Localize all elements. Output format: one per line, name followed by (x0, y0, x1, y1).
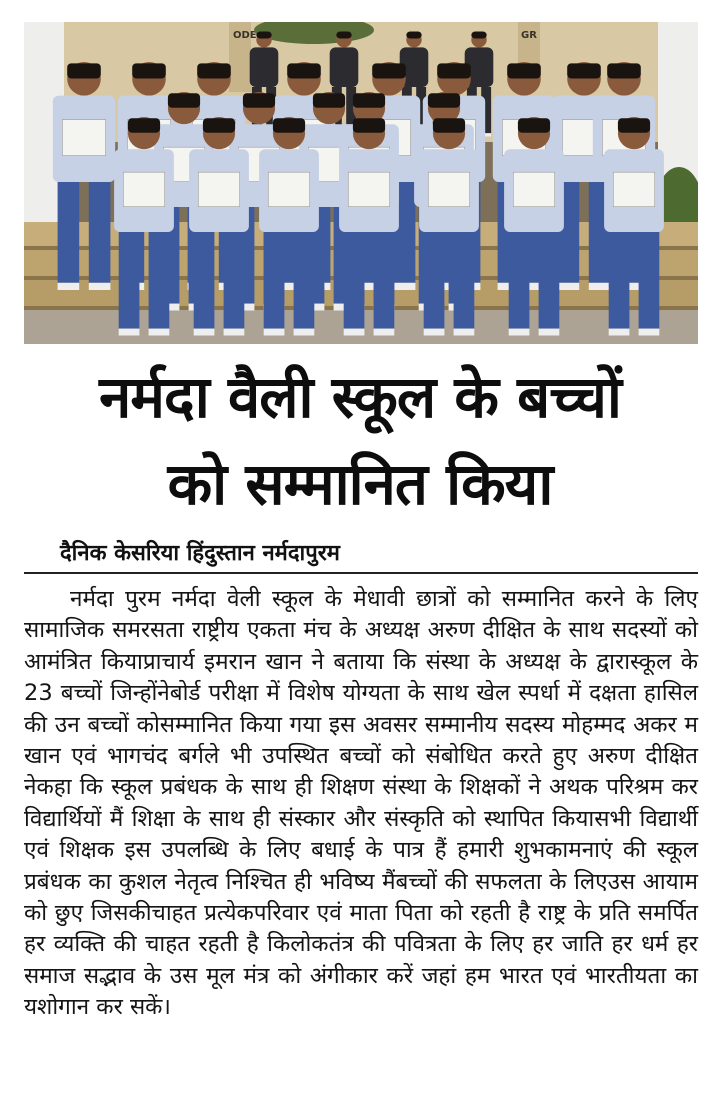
byline: दैनिक केसरिया हिंदुस्तान नर्मदापुरम (60, 541, 340, 566)
article-body: नर्मदा पुरम नर्मदा वेली स्कूल के मेधावी छात्रों को सम्मानित करने के लिए सामाजिक समरसता राष्ट्रीय एकता मंच के अध्यक्ष अरुण दीक्षित के साथ सदस्यों को आमंत्रित कियाप्राचार्य इमरान खान ने बताया कि संस्था के अध्यक्ष के द्वारास्कूल के 23 बच्चों जिन्होंनेबोर्ड परीक्षा में विशेष योग्यता के साथ खेल स्पर्धा में दक्षता हासिल की उन बच्चों कोसम्मानित किया गया इस अवसर सम्मानीय सदस्य मोहम्मद अकर म खान एवं भागचंद बर्गले भी उपस्थित बच्चों को संबोधित करते हुए अरुण दीक्षित नेकहा कि स्कूल प्रबंधक के साथ ही शिक्षण संस्था के शिक्षकों ने अथक परिश्रम कर विद्यार्थियों मैं शिक्षा के साथ ही संस्कार और संस्कृति को स्थापित कियासभी विद्यार्थी एवं शिक्षक इस उपलब्धि के लिए बधाई के पात्र हैं हमारी शुभकामनाएं की स्कूल प्रबंधक का कुशल नेतृत्व निश्चित ही भविष्य मैंबच्चों की सफलता के लिएउस आयाम को छुए जिसकीचाहत प्रत्येकपरिवार एवं माता पिता को रहती है राष्ट्र के प्रति समर्पित हर व्यक्ति की चाहत रहती है किलोकतंत्र की पवित्रता के लिए हर जाति हर धर्म हर समाज सद्भाव के उस मूल मंत्र को अंगीकार करें जहां हम भारत एवं भारतीयता का यशोगान कर सकें। (24, 586, 698, 1021)
divider-rule (24, 572, 698, 574)
news-photo (24, 22, 698, 344)
wall-letters-left: ODE (233, 30, 257, 41)
headline-line-2: को सम्मानित किया (167, 450, 553, 518)
wall-letters-right: GR (521, 30, 537, 41)
group-photo-illustration (24, 22, 698, 344)
headline-line-1: नर्मदा वैली स्कूल के बच्चों (99, 363, 621, 431)
